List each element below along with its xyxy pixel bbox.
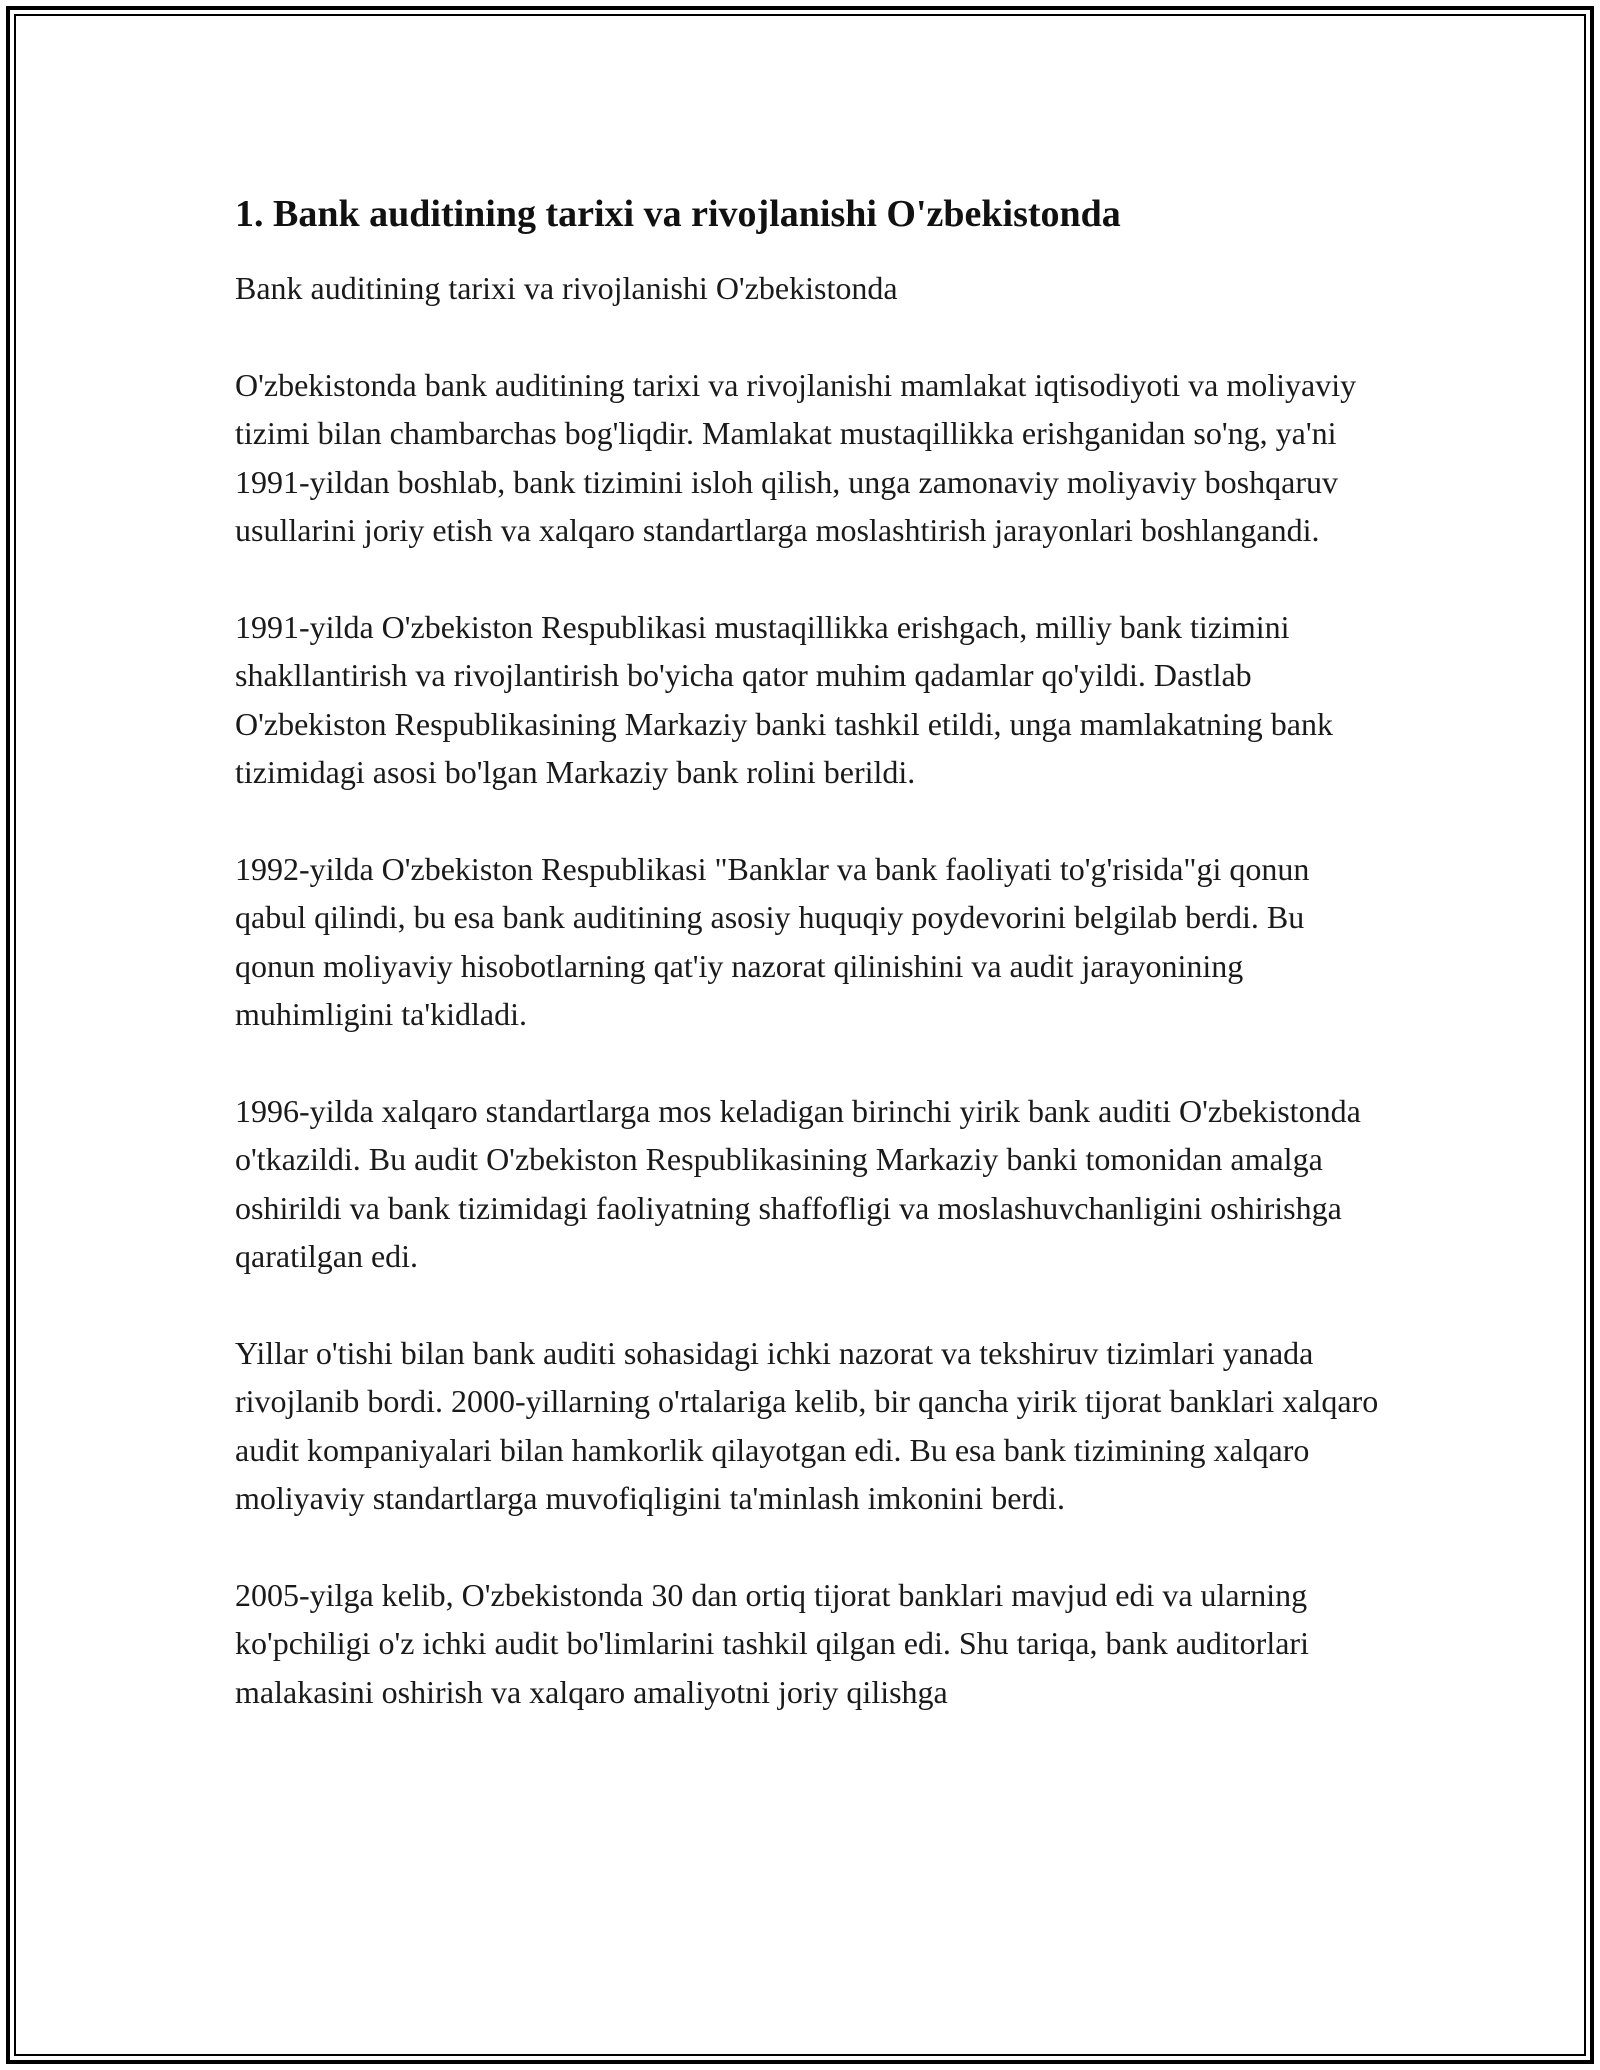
section-subtitle: Bank auditining tarixi va rivojlanishi O'zbekistonda bbox=[235, 270, 898, 306]
paragraph-1996: 1996-yilda xalqaro standartlarga mos keladigan birinchi yirik bank auditi O'zbekistonda o'tkazildi. Bu audit O'zbekiston Respublikasining Markaziy banki tomonidan amalga oshirildi va bank tizimidagi faoliyatning shaffofligi va moslashuvchanligini oshirishga qaratilgan edi. bbox=[235, 1092, 1361, 1274]
paragraph-intro: O'zbekistonda bank auditining tarixi va rivojlanishi mamlakat iqtisodiyoti va moliyaviy tizimi bilan chambarchas bog'liqdir. Mamlakat mustaqillikka erishganidan so'ng, ya'ni 1991-yildan boshlab, bank tizimini isloh qilish, unga zamonaviy moliyaviy boshqaruv usullarini joriy etish va xalqaro standartlarga moslashtirish jarayonlari boshlangandi. bbox=[235, 366, 1357, 548]
section-heading: 1. Bank auditining tarixi va rivojlanishi O'zbekistonda bbox=[235, 193, 1121, 235]
document-body bbox=[235, 188, 1385, 1764]
paragraph-2005: 2005-yilga kelib, O'zbekistonda 30 dan ortiq tijorat banklari mavjud edi va ularning ko'pchiligi o'z ichki audit bo'limlarini tashkil qilgan edi. Shu tariqa, bank auditorlari malakasini oshirish va xalqaro amaliyotni joriy qilishga bbox=[235, 1576, 1309, 1710]
paragraph-1992: 1992-yilda O'zbekiston Respublikasi "Banklar va bank faoliyati to'g'risida"gi qonun qabul qilindi, bu esa bank auditining asosiy huquqiy poydevorini belgilab berdi. Bu qonun moliyaviy hisobotlarning qat'iy nazorat qilinishini va audit jarayonining muhimligini ta'kidladi. bbox=[235, 850, 1310, 1032]
paragraph-1991: 1991-yilda O'zbekiston Respublikasi mustaqillikka erishgach, milliy bank tizimini shakllantirish va rivojlantirish bo'yicha qator muhim qadamlar qo'yildi. Dastlab O'zbekiston Respublikasining Markaziy banki tashkil etildi, unga mamlakatning bank tizimidagi asosi bo'lgan Markaziy bank rolini berildi. bbox=[235, 608, 1333, 790]
paragraph-2000s: Yillar o'tishi bilan bank auditi sohasidagi ichki nazorat va tekshiruv tizimlari yanada rivojlanib bordi. 2000-yillarning o'rtalariga kelib, bir qancha yirik tijorat banklari xalqaro audit kompaniyalari bilan hamkorlik qilayotgan edi. Bu esa bank tizimining xalqaro moliyaviy standartlarga muvofiqligini ta'minlash imkonini berdi. bbox=[235, 1334, 1379, 1516]
